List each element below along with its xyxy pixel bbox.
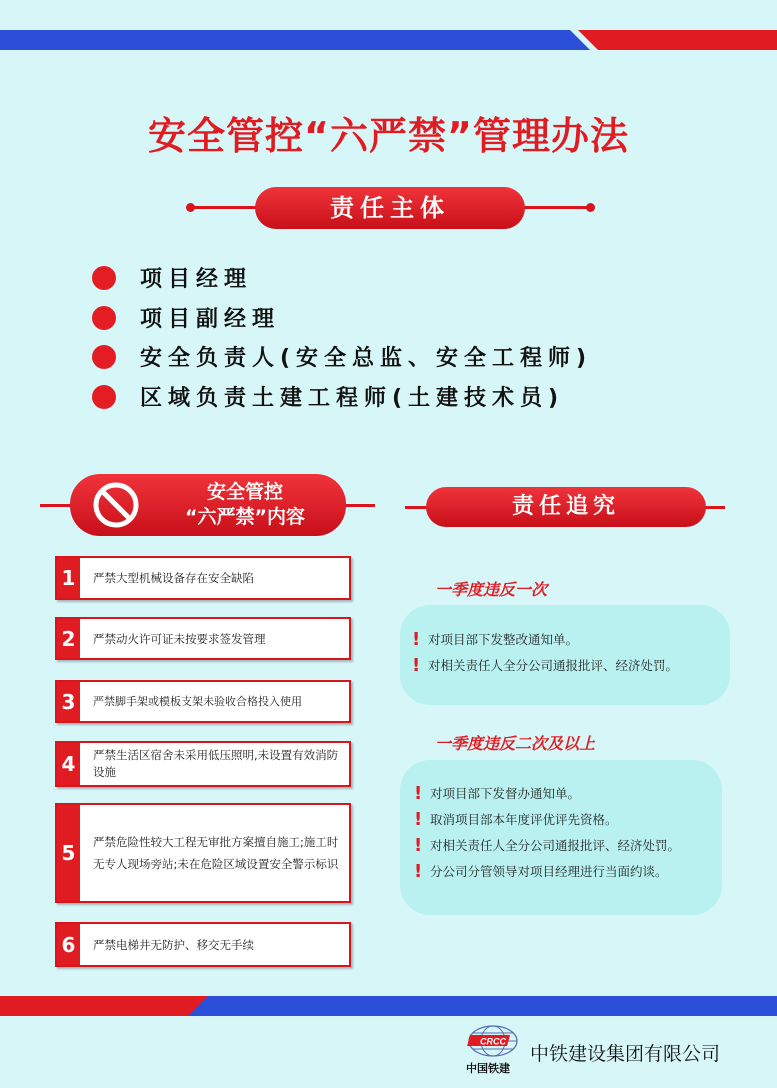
- divider-dot: [586, 203, 595, 212]
- prohibition-item: [55, 741, 351, 787]
- exclamation-icon: !: [414, 809, 423, 830]
- penalty-text: 对相关责任人全分公司通报批评、经济处罚。: [430, 838, 681, 853]
- penalty-text: 对项目部下发督办通知单。: [430, 786, 581, 801]
- bullet-icon: [92, 306, 116, 330]
- crcc-logo: [467, 1024, 519, 1058]
- item-text: 严禁危险性较大工程无审批方案擅自施工;施工时无专人现场旁站;未在危险区域设置安全警示标识: [93, 835, 339, 871]
- penalty-text: 对相关责任人全分公司通报批评、经济处罚。: [428, 658, 679, 673]
- exclamation-icon: !: [414, 783, 423, 804]
- penalty-text: 对项目部下发整改通知单。: [428, 632, 579, 647]
- bullet-icon: [92, 385, 116, 409]
- penalty-box: [400, 605, 730, 705]
- item-number: 2: [57, 619, 80, 658]
- penalty-text: 分公司分管领导对项目经理进行当面约谈。: [430, 864, 668, 879]
- penalty-line: [410, 781, 722, 807]
- penalty-text: 取消项目部本年度评优评先资格。: [430, 812, 618, 827]
- item-text: 严禁动火许可证未按要求签发管理: [93, 631, 266, 646]
- section-heading: 一季度违反二次及以上: [435, 734, 596, 753]
- item-number: 3: [57, 682, 80, 721]
- responsible-party: 项目经理: [140, 267, 253, 292]
- bullet-icon: [92, 266, 116, 290]
- responsible-party: 区域负责土建工程师(土建技术员): [140, 386, 565, 411]
- penalty-line: [410, 859, 722, 885]
- penalty-box: [400, 760, 722, 915]
- accountability-heading: 责任追究: [426, 487, 706, 527]
- item-text: 严禁大型机械设备存在安全缺陷: [93, 571, 254, 585]
- divider-dot: [186, 203, 195, 212]
- item-text: 严禁生活区宿舍未采用低压照明,未设置有效消防设施: [93, 748, 339, 779]
- exclamation-icon: !: [412, 655, 421, 676]
- penalty-line: [408, 627, 730, 653]
- logo-caption: 中国铁建: [466, 1062, 510, 1075]
- page-title: 安全管控“六严禁”管理办法: [148, 114, 629, 158]
- top-red-stripe: [578, 30, 777, 50]
- item-number: 5: [57, 805, 80, 901]
- item-number: 6: [57, 924, 80, 965]
- prohibitions-heading: [70, 474, 346, 536]
- prohibition-item: [55, 617, 351, 660]
- item-text: 严禁脚手架或模板支架未验收合格投入使用: [93, 694, 302, 708]
- prohibition-item: [55, 680, 351, 723]
- prohibitions-heading-line1: 安全管控: [206, 481, 283, 503]
- section-heading: 一季度违反一次: [435, 580, 548, 599]
- bottom-blue-stripe: [188, 996, 777, 1016]
- prohibited-icon: [92, 481, 140, 529]
- exclamation-icon: !: [412, 629, 421, 650]
- logo-text: CRCC: [480, 1036, 506, 1047]
- bottom-red-stripe: [0, 996, 210, 1016]
- item-number: 1: [57, 558, 80, 598]
- prohibition-item: [55, 803, 351, 903]
- item-text: 严禁电梯井无防护、移交无手续: [93, 937, 254, 952]
- item-number: 4: [57, 743, 80, 785]
- top-blue-stripe: [0, 30, 590, 50]
- prohibition-item: [55, 922, 351, 967]
- responsibility-heading: 责任主体: [255, 187, 525, 229]
- prohibitions-heading-line2: “六严禁”内容: [185, 506, 305, 528]
- bullet-icon: [92, 345, 116, 369]
- responsible-party: 安全负责人(安全总监、安全工程师): [140, 346, 593, 371]
- responsible-party: 项目副经理: [140, 307, 281, 332]
- penalty-line: [410, 807, 722, 833]
- exclamation-icon: !: [414, 861, 423, 882]
- exclamation-icon: !: [414, 835, 423, 856]
- penalty-line: [410, 833, 722, 859]
- penalty-line: [408, 653, 730, 679]
- prohibition-item: [55, 556, 351, 600]
- company-name: 中铁建设集团有限公司: [530, 1043, 721, 1065]
